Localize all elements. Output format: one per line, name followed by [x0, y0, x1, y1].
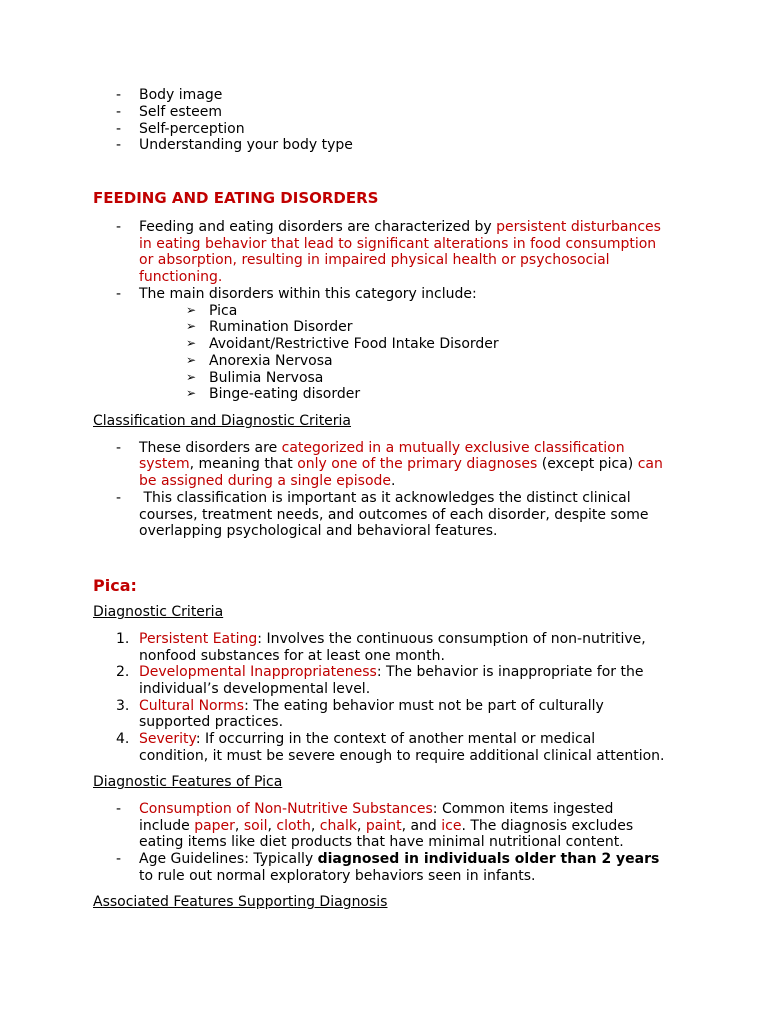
dash-marker: -	[116, 801, 122, 817]
arrow-marker: ➢	[186, 370, 197, 384]
dash-marker: -	[116, 219, 122, 235]
arrow-marker: ➢	[186, 336, 197, 350]
dash-marker: -	[116, 87, 122, 103]
list-item: Body image	[139, 87, 223, 103]
paragraph-line: be assigned during a single episode.	[139, 473, 396, 489]
list-number: 2.	[116, 664, 130, 680]
paragraph-line: to rule out normal exploratory behaviors seen in infants.	[139, 868, 536, 884]
list-number: 4.	[116, 731, 130, 747]
list-item: Pica	[209, 303, 238, 319]
criteria-line: individual’s developmental level.	[139, 681, 371, 697]
list-item: Self esteem	[139, 104, 223, 120]
list-number: 1.	[116, 631, 130, 647]
section-heading: FEEDING AND EATING DISORDERS	[93, 189, 379, 207]
criteria-line: nonfood substances for at least one month.	[139, 648, 445, 664]
subheading: Diagnostic Criteria	[93, 604, 224, 620]
dash-marker: -	[116, 851, 122, 867]
paragraph-line: include paper, soil, cloth, chalk, paint, and ice. The diagnosis excludes	[139, 818, 634, 834]
list-item: Understanding your body type	[139, 137, 353, 153]
paragraph-line: functioning.	[139, 269, 223, 285]
list-item: Bulimia Nervosa	[209, 370, 324, 386]
section-heading: Pica:	[93, 576, 137, 595]
subheading: Associated Features Supporting Diagnosis	[93, 894, 388, 910]
arrow-marker: ➢	[186, 386, 197, 400]
dash-marker: -	[116, 286, 122, 302]
paragraph-line: Feeding and eating disorders are characterized by persistent disturbances	[139, 219, 661, 235]
list-number: 3.	[116, 698, 130, 714]
dash-marker: -	[116, 137, 122, 153]
criteria-line: Severity: If occurring in the context of another mental or medical	[139, 731, 596, 747]
paragraph-line: The main disorders within this category include:	[139, 286, 477, 302]
criteria-line: supported practices.	[139, 714, 284, 730]
criteria-line: Developmental Inappropriateness: The behavior is inappropriate for the	[139, 664, 644, 680]
dash-marker: -	[116, 490, 122, 506]
paragraph-line: eating items like diet products that have minimal nutritional content.	[139, 834, 624, 850]
criteria-line: condition, it must be severe enough to require additional clinical attention.	[139, 748, 665, 764]
list-item: Binge-eating disorder	[209, 386, 361, 402]
dash-marker: -	[116, 440, 122, 456]
list-item: Rumination Disorder	[209, 319, 353, 335]
list-item: Anorexia Nervosa	[209, 353, 333, 369]
paragraph-line: overlapping psychological and behavioral features.	[139, 523, 498, 539]
list-item: Self-perception	[139, 121, 245, 137]
paragraph-line: These disorders are categorized in a mutually exclusive classification	[139, 440, 625, 456]
arrow-marker: ➢	[186, 303, 197, 317]
paragraph-line: courses, treatment needs, and outcomes of each disorder, despite some	[139, 507, 649, 523]
dash-marker: -	[116, 121, 122, 137]
arrow-marker: ➢	[186, 319, 197, 333]
subheading: Diagnostic Features of Pica	[93, 774, 283, 790]
paragraph-line: system, meaning that only one of the primary diagnoses (except pica) can	[139, 456, 663, 472]
paragraph-line: This classification is important as it acknowledges the distinct clinical	[139, 490, 631, 506]
criteria-line: Persistent Eating: Involves the continuous consumption of non-nutritive,	[139, 631, 646, 647]
criteria-line: Cultural Norms: The eating behavior must not be part of culturally	[139, 698, 604, 714]
subheading: Classification and Diagnostic Criteria	[93, 413, 352, 429]
arrow-marker: ➢	[186, 353, 197, 367]
paragraph-line: in eating behavior that lead to significant alterations in food consumption	[139, 236, 657, 252]
paragraph-line: Consumption of Non-Nutritive Substances: Common items ingested	[139, 801, 614, 817]
dash-marker: -	[116, 104, 122, 120]
paragraph-line: Age Guidelines: Typically diagnosed in individuals older than 2 years	[139, 851, 660, 867]
paragraph-line: or absorption, resulting in impaired physical health or psychosocial	[139, 252, 610, 268]
list-item: Avoidant/Restrictive Food Intake Disorder	[209, 336, 499, 352]
